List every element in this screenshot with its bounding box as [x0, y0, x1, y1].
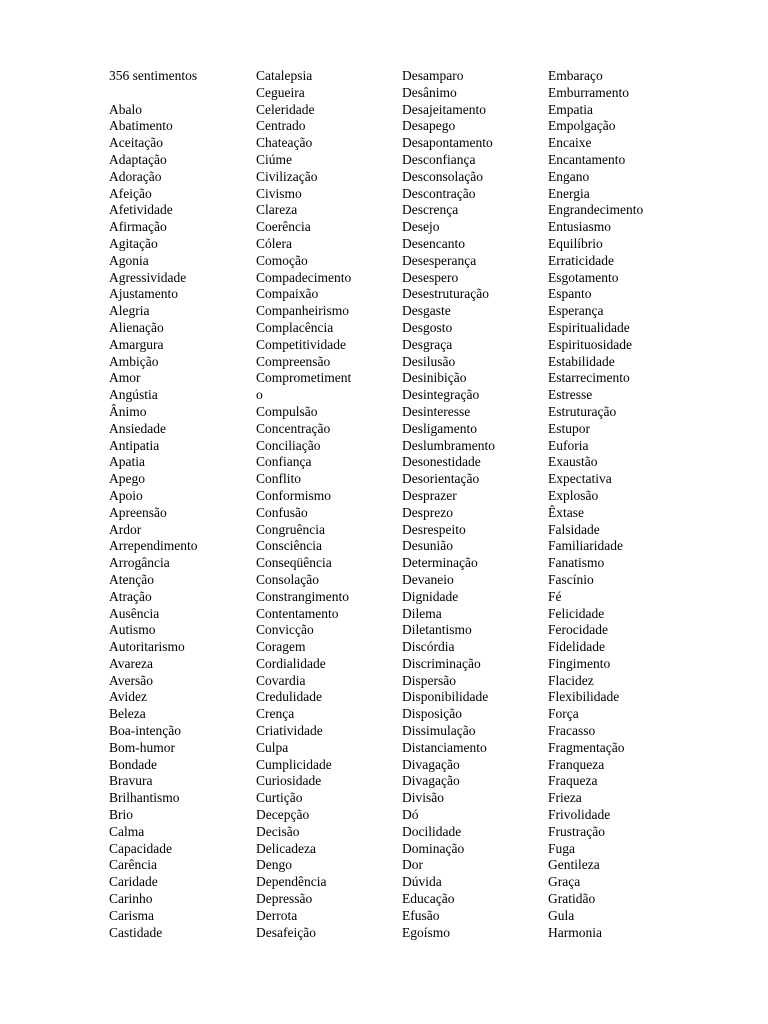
word-item: Discriminação: [402, 655, 481, 671]
word-item: Bom-humor: [109, 739, 175, 755]
word-item: Aceitação: [109, 135, 163, 151]
word-item: Entusiasmo: [548, 219, 611, 235]
word-item: Expectativa: [548, 471, 612, 487]
word-item: Agonia: [109, 252, 149, 268]
word-item: Antipatia: [109, 437, 160, 453]
word-item: Encantamento: [548, 151, 626, 167]
word-item: Derrota: [256, 907, 298, 923]
word-column-4: [548, 68, 643, 941]
word-item: Egoísmo: [402, 924, 451, 940]
word-item: Celeridade: [256, 101, 315, 117]
word-item: Compreensão: [256, 353, 331, 369]
word-item: Fascínio: [548, 571, 594, 587]
word-item: Concentração: [256, 420, 331, 436]
word-item: Apreensão: [109, 504, 167, 520]
word-item: Cordialidade: [256, 655, 326, 671]
word-item: Gratidão: [548, 891, 596, 907]
word-item: Felicidade: [548, 605, 605, 621]
word-item: Desajeitamento: [402, 101, 486, 117]
word-item: Arrependimento: [109, 538, 198, 554]
word-item: Estupor: [548, 420, 590, 436]
word-item: Divagação: [402, 773, 460, 789]
word-item: Dominação: [402, 840, 465, 856]
word-item: Ânimo: [109, 403, 147, 419]
word-item: Curtição: [256, 790, 303, 806]
word-item: Consolação: [256, 571, 319, 587]
word-item: Comoção: [256, 252, 308, 268]
word-item: Frivolidade: [548, 807, 611, 823]
word-item: Ausência: [109, 605, 160, 621]
word-item: Confusão: [256, 504, 308, 520]
word-item: Chateação: [256, 135, 313, 151]
word-item: Fidelidade: [548, 639, 605, 655]
word-item: Espanto: [548, 286, 592, 302]
word-item: Beleza: [109, 706, 146, 722]
word-item: Desestruturação: [402, 286, 489, 302]
word-column-2: [256, 68, 351, 941]
word-item: Atenção: [109, 571, 154, 587]
word-item: Desilusão: [402, 353, 456, 369]
word-item: Desprazer: [402, 487, 457, 503]
word-item: Ferocidade: [548, 622, 608, 638]
word-item: Ciúme: [256, 151, 292, 167]
word-item: Covardia: [256, 672, 306, 688]
word-item: Curiosidade: [256, 773, 322, 789]
word-item: Dissimulação: [402, 723, 476, 739]
word-item: Brilhantismo: [109, 790, 180, 806]
word-item: Embaraço: [548, 68, 603, 83]
word-item: Estabilidade: [548, 353, 615, 369]
word-item: Ambição: [109, 353, 159, 369]
word-item: Amargura: [109, 336, 164, 352]
word-item: Encaixe: [548, 135, 592, 151]
word-item: Desgosto: [402, 319, 453, 335]
word-item: Fragmentação: [548, 739, 625, 755]
word-item: Angústia: [109, 387, 158, 403]
word-item: Dor: [402, 857, 423, 873]
word-item: Esperança: [548, 303, 604, 319]
word-item: Compaixão: [256, 286, 319, 302]
word-item: Discórdia: [402, 639, 455, 655]
word-item: Autoritarismo: [109, 639, 185, 655]
word-item: Desencanto: [402, 235, 465, 251]
word-item: Aversão: [109, 672, 153, 688]
word-item: Capacidade: [109, 840, 172, 856]
word-item: Adaptação: [109, 151, 167, 167]
word-item: Flexibilidade: [548, 689, 620, 705]
word-item: Euforia: [548, 437, 589, 453]
word-item: Brio: [109, 807, 134, 823]
word-item: Devaneio: [402, 571, 454, 587]
word-item: Calma: [109, 823, 145, 839]
word-item: Convicção: [256, 622, 314, 638]
word-item: Conflito: [256, 471, 302, 487]
word-item: Competitividade: [256, 336, 346, 352]
word-item: Engano: [548, 168, 590, 184]
word-item: Bondade: [109, 756, 157, 772]
word-item: Bravura: [109, 773, 153, 789]
word-item: Erraticidade: [548, 252, 614, 268]
word-item: Desrespeito: [402, 521, 466, 537]
word-item: Cólera: [256, 235, 292, 251]
word-item: Agitação: [109, 235, 158, 251]
word-item: Fracasso: [548, 723, 596, 739]
word-item: Culpa: [256, 739, 289, 755]
word-item: Exaustão: [548, 454, 598, 470]
word-item: Conformismo: [256, 487, 332, 503]
word-item: Clareza: [256, 202, 298, 218]
word-item: Desejo: [402, 219, 440, 235]
word-item: Descontração: [402, 185, 476, 201]
word-item: Frieza: [548, 790, 582, 806]
word-item: Desorientação: [402, 471, 480, 487]
word-item: Apego: [109, 471, 145, 487]
word-item: Disposição: [402, 706, 462, 722]
word-item: Carinho: [109, 891, 153, 907]
word-item: Contentamento: [256, 605, 339, 621]
word-item: Harmonia: [548, 924, 602, 940]
word-item: Cegueira: [256, 84, 305, 100]
word-item: Energia: [548, 185, 590, 201]
word-item: Dilema: [402, 605, 442, 621]
word-item: Companheirismo: [256, 303, 349, 319]
word-item: Desconfiança: [402, 151, 476, 167]
word-item: Desânimo: [402, 84, 457, 100]
word-item: Equilíbrio: [548, 235, 603, 251]
word-item: Boa-intenção: [109, 723, 181, 739]
word-item: Compulsão: [256, 403, 318, 419]
word-item: Estarrecimento: [548, 370, 630, 386]
word-item: Gentileza: [548, 857, 600, 873]
word-item: Cumplicidade: [256, 756, 332, 772]
word-item: Graça: [548, 874, 581, 890]
word-item: Comprometiment: [256, 370, 352, 386]
word-item: Docilidade: [402, 823, 462, 839]
word-item: Carência: [109, 857, 157, 873]
word-item: Desunião: [402, 538, 453, 554]
word-item: Dignidade: [402, 588, 459, 604]
word-item: Estruturação: [548, 403, 617, 419]
word-item: Empatia: [548, 101, 593, 117]
word-item: Desintegração: [402, 387, 480, 403]
word-item: Explosão: [548, 487, 599, 503]
word-item: Desinibição: [402, 370, 467, 386]
word-item: Divisão: [402, 790, 444, 806]
word-item: Confiança: [256, 454, 312, 470]
word-item: Distanciamento: [402, 739, 487, 755]
word-item: Êxtase: [548, 504, 584, 520]
word-item: Ardor: [109, 521, 142, 537]
word-item: Disponibilidade: [402, 689, 489, 705]
word-item: Estresse: [548, 387, 593, 403]
word-item: Apoio: [109, 487, 143, 503]
word-item: Coerência: [256, 219, 311, 235]
word-item: Consciência: [256, 538, 322, 554]
word-item: Desprezo: [402, 504, 453, 520]
word-item: Alienação: [109, 319, 164, 335]
word-item: Atração: [109, 588, 152, 604]
word-item: Criatividade: [256, 723, 323, 739]
word-column-1: [109, 68, 197, 941]
word-item: Força: [548, 706, 579, 722]
word-item: Carisma: [109, 907, 154, 923]
word-item: Desinteresse: [402, 403, 471, 419]
word-item: Desapego: [402, 118, 456, 134]
word-item: Depressão: [256, 891, 313, 907]
word-item: Espiritualidade: [548, 319, 630, 335]
word-item: Apatia: [109, 454, 145, 470]
word-item: Desespero: [402, 269, 459, 285]
word-item: Desesperança: [402, 252, 477, 268]
word-item: Afirmação: [109, 219, 167, 235]
word-item: Complacência: [256, 319, 334, 335]
word-item: Gula: [548, 907, 575, 923]
word-item: Decepção: [256, 807, 310, 823]
word-item: Arrogância: [109, 555, 170, 571]
word-item: Afeição: [109, 185, 152, 201]
word-item: Desligamento: [402, 420, 477, 436]
word-item: Conciliação: [256, 437, 321, 453]
word-item: Desapontamento: [402, 135, 493, 151]
word-item: o: [256, 387, 263, 403]
word-item: Avareza: [109, 655, 153, 671]
word-item: Descrença: [402, 202, 459, 218]
word-item: Dúvida: [402, 874, 442, 890]
word-item: Falsidade: [548, 521, 600, 537]
word-item: Congruência: [256, 521, 325, 537]
word-item: Afetividade: [109, 202, 173, 218]
word-item: Diletantismo: [402, 622, 472, 638]
word-item: Desafeição: [256, 924, 316, 940]
word-item: Coragem: [256, 639, 306, 655]
word-item: Alegria: [109, 303, 150, 319]
word-column-3: [402, 68, 495, 941]
word-item: Centrado: [256, 118, 306, 134]
word-item: Delicadeza: [256, 840, 316, 856]
word-item: Desgaste: [402, 303, 451, 319]
word-item: Castidade: [109, 924, 163, 940]
word-item: Fuga: [548, 840, 575, 856]
word-item: Abatimento: [109, 118, 173, 134]
word-item: Fanatismo: [548, 555, 605, 571]
word-item: Abalo: [109, 101, 142, 117]
word-item: Crença: [256, 706, 295, 722]
word-item: Caridade: [109, 874, 158, 890]
word-item: Familiaridade: [548, 538, 623, 554]
word-item: Desamparo: [402, 68, 464, 83]
word-item: Engrandecimento: [548, 202, 644, 218]
word-item: Compadecimento: [256, 269, 352, 285]
word-item: Dengo: [256, 857, 292, 873]
word-item: Dispersão: [402, 672, 456, 688]
word-item: Desconsolação: [402, 168, 483, 184]
word-item: Ansiedade: [109, 420, 166, 436]
word-item: Catalepsia: [256, 68, 313, 83]
word-item: Fingimento: [548, 655, 611, 671]
word-item: Civilização: [256, 168, 318, 184]
word-item: Civismo: [256, 185, 302, 201]
blank-line: [109, 85, 197, 102]
word-item: Emburramento: [548, 84, 629, 100]
word-item: Amor: [109, 370, 141, 386]
word-item: Constrangimento: [256, 588, 349, 604]
word-item: Avidez: [109, 689, 147, 705]
document-title: 356 sentimentos: [109, 68, 198, 83]
word-item: Espirituosidade: [548, 336, 632, 352]
word-item: Dependência: [256, 874, 327, 890]
word-item: Credulidade: [256, 689, 322, 705]
word-item: Agressividade: [109, 269, 187, 285]
word-item: Empolgação: [548, 118, 616, 134]
word-item: Dó: [402, 807, 419, 823]
word-item: Desonestidade: [402, 454, 481, 470]
word-item: Divagação: [402, 756, 460, 772]
word-item: Autismo: [109, 622, 156, 638]
word-item: Frustração: [548, 823, 605, 839]
word-item: Adoração: [109, 168, 162, 184]
word-item: Esgotamento: [548, 269, 619, 285]
word-item: Deslumbramento: [402, 437, 495, 453]
word-item: Desgraça: [402, 336, 453, 352]
word-item: Determinação: [402, 555, 478, 571]
word-item: Fraqueza: [548, 773, 598, 789]
word-item: Flacidez: [548, 672, 594, 688]
word-item: Efusão: [402, 907, 440, 923]
word-item: Fé: [548, 588, 562, 604]
word-item: Decisão: [256, 823, 300, 839]
word-item: Conseqüência: [256, 555, 332, 571]
word-item: Franqueza: [548, 756, 605, 772]
word-item: Educação: [402, 891, 455, 907]
word-item: Ajustamento: [109, 286, 178, 302]
